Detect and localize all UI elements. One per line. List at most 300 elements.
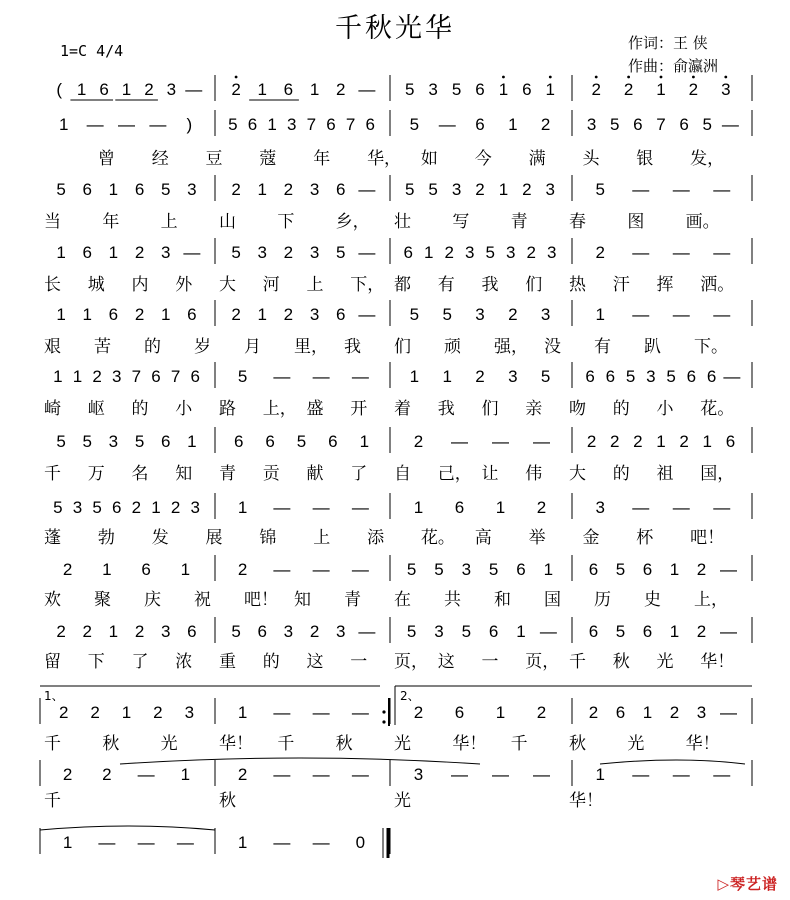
sustain-dash: —	[713, 765, 731, 784]
note: 6	[111, 498, 122, 517]
sustain-dash: —	[713, 243, 731, 262]
note: 2	[170, 498, 181, 517]
note: 6	[488, 622, 499, 641]
lyric-syllable: 光	[656, 652, 674, 672]
note: 6	[605, 367, 616, 386]
lyric-syllable: 苦	[94, 337, 111, 357]
lyric-syllable: 吧！	[244, 590, 278, 610]
note: 5	[409, 115, 420, 134]
sustain-dash: —	[720, 560, 737, 579]
lyric-syllable: 热	[569, 275, 586, 295]
note: 3	[465, 243, 475, 262]
lyric-syllable: 山	[219, 212, 236, 232]
note: 2	[90, 703, 100, 722]
note: 6	[642, 622, 653, 641]
sustain-dash: —	[358, 80, 376, 99]
note: 6	[283, 80, 294, 99]
note: 5	[406, 622, 417, 641]
lyric-syllable: 千	[44, 464, 61, 484]
lyric-syllable: 乡，	[335, 212, 370, 232]
lyric-syllable: 外	[175, 275, 193, 295]
note: 1	[595, 765, 605, 784]
lyric-syllable: 页，	[394, 652, 428, 672]
note: 2	[679, 432, 689, 451]
note: 6	[190, 367, 200, 386]
long-tie	[120, 758, 480, 764]
sustain-dash: —	[539, 622, 557, 641]
site-watermark	[717, 873, 778, 894]
note: 6	[108, 305, 119, 324]
lyric-syllable: 有	[437, 275, 455, 295]
sustain-dash: —	[358, 622, 376, 641]
sustain-dash: —	[672, 498, 690, 517]
note: 1	[180, 560, 191, 579]
note: 1	[237, 498, 248, 517]
note: 5	[540, 367, 551, 386]
long-tie	[600, 760, 745, 764]
lyric-syllable: 贡	[262, 464, 280, 484]
note: 1	[498, 180, 509, 199]
lyric-syllable: 大	[219, 275, 236, 295]
lyric-syllable: 城	[87, 275, 105, 295]
note: 3	[72, 498, 83, 517]
note: 5	[56, 432, 66, 451]
note: 2	[696, 622, 707, 641]
note: 2	[526, 243, 536, 262]
note: 1	[62, 833, 73, 852]
note: 2	[58, 703, 69, 722]
sustain-dash: —	[358, 243, 376, 262]
sustain-dash: —	[533, 765, 550, 784]
lyric-syllable: 都	[394, 275, 411, 295]
lyric-syllable: 曾	[97, 149, 115, 169]
sustain-dash: —	[312, 498, 330, 517]
lyric-syllable: 了	[350, 464, 368, 484]
lyric-syllable: 华！	[452, 734, 487, 754]
sustain-dash: —	[632, 243, 650, 262]
sustain-dash: —	[312, 367, 330, 386]
note: 2	[309, 622, 320, 641]
sustain-dash: —	[86, 115, 104, 134]
lyric-syllable: 的	[262, 652, 280, 672]
lyric-syllable: 名	[131, 464, 149, 484]
note: 3	[461, 560, 472, 579]
lyric-syllable: 上	[160, 212, 178, 232]
lyric-syllable: 河	[262, 275, 280, 295]
note: 5	[461, 622, 472, 641]
sustain-dash: —	[492, 432, 509, 451]
octave-dot	[549, 76, 552, 79]
note: 2	[283, 305, 294, 324]
lyric-syllable: 趴	[644, 337, 661, 357]
lyric-syllable: 这	[437, 652, 455, 672]
key-signature: 1=C 4/4	[60, 42, 124, 60]
note: 5	[702, 115, 713, 134]
note: 6	[475, 80, 485, 99]
lyric-syllable: 的	[131, 399, 149, 419]
lyric-syllable: 自	[394, 464, 411, 484]
note: 2	[536, 703, 547, 722]
note: 6	[403, 243, 413, 262]
note: 3	[187, 180, 197, 199]
note: 5	[625, 367, 636, 386]
lyric-syllable: 光	[394, 791, 411, 811]
lyric-syllable: 的	[612, 464, 630, 484]
note: 3	[166, 80, 177, 99]
lyric-syllable: 献	[306, 464, 324, 484]
note: 1	[102, 560, 112, 579]
note: 2	[522, 180, 532, 199]
sustain-dash: —	[632, 305, 650, 324]
note: 6	[516, 560, 526, 579]
lyric-syllable: 如	[420, 149, 438, 169]
lyric-syllable: 月	[244, 337, 261, 357]
lyric-syllable: 共	[444, 590, 461, 610]
sustain-dash: —	[438, 115, 456, 134]
note: 1	[237, 833, 248, 852]
sustain-dash: —	[672, 180, 690, 199]
note: 2	[134, 622, 145, 641]
lyric-syllable: 年	[313, 149, 331, 169]
note: 3	[545, 180, 556, 199]
lyric-syllable: 顽	[444, 337, 461, 357]
lyric-syllable: 下，	[350, 275, 385, 295]
note: 5	[53, 498, 63, 517]
note: 1	[257, 180, 267, 199]
lyric-syllable: 内	[131, 275, 149, 295]
note: 2	[62, 765, 73, 784]
note: 2	[588, 703, 599, 722]
note: 7	[131, 367, 142, 386]
note: 1	[508, 115, 518, 134]
lyric-syllable: 画。	[685, 212, 720, 232]
note: 5	[442, 305, 452, 324]
note: 5	[82, 432, 92, 451]
lyric-syllable: 和	[494, 590, 511, 610]
long-tie	[40, 826, 215, 830]
note: 2	[595, 243, 605, 262]
lyric-syllable: 秋	[569, 734, 586, 754]
note: 2	[669, 703, 680, 722]
note: 3	[184, 703, 195, 722]
note: 2	[237, 765, 248, 784]
note: 6	[454, 703, 465, 722]
note: 6	[134, 180, 145, 199]
note: 1	[76, 80, 87, 99]
note: 1	[543, 560, 554, 579]
note: 1	[58, 115, 69, 134]
note: 3	[586, 115, 597, 134]
note: 6	[588, 622, 599, 641]
lyric-syllable: 光	[394, 734, 411, 754]
note: 6	[588, 560, 599, 579]
lyric-syllable: 万	[87, 464, 105, 484]
lyric-syllable: 国，	[700, 464, 735, 484]
sustain-dash: —	[183, 243, 201, 262]
lyric-syllable: 开	[350, 399, 368, 419]
note: 3	[309, 180, 320, 199]
note: 3	[506, 243, 516, 262]
lyric-syllable: 我	[481, 275, 499, 295]
lyric-syllable: 锦	[259, 528, 277, 548]
lyric-syllable: 上，	[262, 399, 297, 419]
sustain-dash: —	[723, 367, 741, 386]
note: 6	[326, 115, 336, 134]
sustain-dash: —	[358, 305, 376, 324]
note: 1	[498, 80, 509, 99]
note: 6	[82, 243, 92, 262]
lyric-syllable: 花。	[420, 528, 455, 548]
note: 1	[595, 305, 605, 324]
note: 1	[108, 243, 119, 262]
lyric-syllable: 春	[569, 212, 586, 232]
lyric-syllable: 发，	[690, 149, 725, 169]
lyric-syllable: 下	[87, 652, 105, 672]
note: 2	[134, 305, 145, 324]
intro-bracket: (	[56, 80, 63, 99]
note: 5	[237, 367, 248, 386]
lyric-syllable: 祝	[194, 590, 211, 610]
sustain-dash: —	[713, 180, 731, 199]
note: 1	[656, 80, 666, 99]
sustain-dash: —	[351, 765, 369, 784]
lyric-syllable: 我	[344, 337, 361, 357]
note: 3	[309, 305, 320, 324]
lyric-syllable: 小	[656, 399, 674, 419]
sustain-dash: —	[176, 833, 194, 852]
lyric-syllable: 高	[474, 528, 492, 548]
note: 1	[187, 432, 197, 451]
note: 1	[409, 367, 420, 386]
lyric-syllable: 千	[569, 652, 586, 672]
lyric-syllable: 的	[612, 399, 630, 419]
note: 2	[237, 560, 248, 579]
note: 1	[72, 367, 83, 386]
note: 6	[706, 367, 717, 386]
sustain-dash: —	[451, 765, 468, 784]
note: 1	[642, 703, 653, 722]
lyric-syllable: 在	[394, 590, 411, 610]
note: 6	[336, 180, 346, 199]
lyric-syllable: 千	[44, 734, 61, 754]
note: 6	[679, 115, 689, 134]
lyric-syllable: 有	[594, 337, 611, 357]
note: 5	[228, 115, 238, 134]
sustain-dash: —	[118, 115, 135, 134]
note: 6	[633, 115, 643, 134]
note: 3	[646, 367, 656, 386]
note: 1	[702, 432, 713, 451]
lyric-syllable: 蓬	[44, 528, 61, 548]
note: 5	[134, 432, 145, 451]
lyric-syllable: 展	[205, 528, 223, 548]
lyric-syllable: 留	[44, 652, 61, 672]
note: 1	[82, 305, 92, 324]
note: 6	[585, 367, 595, 386]
song-title: 千秋光华	[335, 13, 455, 44]
sustain-dash: —	[721, 115, 739, 134]
note: 5	[595, 180, 605, 199]
note: 1	[257, 305, 267, 324]
sustain-dash: —	[632, 765, 650, 784]
sustain-dash: —	[137, 765, 155, 784]
note: 3	[451, 180, 462, 199]
note: 1	[108, 622, 119, 641]
note: 5	[615, 560, 626, 579]
lyric-syllable: 崎	[44, 399, 61, 419]
sustain-dash: —	[273, 498, 291, 517]
sustain-dash: —	[492, 765, 509, 784]
sustain-dash: —	[720, 622, 737, 641]
lyric-syllable: 秋	[219, 791, 236, 811]
lyric-syllable: 头	[582, 149, 600, 169]
lyric-syllable: 大	[569, 464, 586, 484]
note: 5	[296, 432, 307, 451]
note: 3	[283, 622, 294, 641]
note: 0	[355, 833, 366, 852]
lyric-syllable: 经	[151, 149, 169, 169]
note: 3	[547, 243, 557, 262]
octave-dot	[627, 76, 630, 79]
lyric-syllable: 千	[277, 734, 295, 754]
lyric-syllable: 没	[544, 337, 561, 357]
note: 1	[180, 765, 191, 784]
note: 2	[444, 243, 454, 262]
lyric-syllable: 挥	[656, 275, 674, 295]
lyric-syllable: 国	[544, 590, 561, 610]
lyric-syllable: 一	[350, 652, 368, 672]
note: 2	[336, 80, 346, 99]
note: 2	[153, 703, 163, 722]
watermark-logo-icon: ▷	[717, 875, 730, 893]
note: 1	[257, 80, 267, 99]
note: 5	[92, 498, 102, 517]
lyric-syllable: 金	[582, 528, 600, 548]
lyric-syllable: 千	[510, 734, 528, 754]
watermark-text: 琴艺谱	[729, 875, 778, 893]
note: 5	[428, 180, 438, 199]
note: 1	[121, 703, 132, 722]
volta-two-label: 2、	[400, 689, 420, 703]
lyric-syllable: 发	[151, 528, 169, 548]
volta-one-label: 1、	[44, 689, 64, 703]
sustain-dash: —	[98, 833, 116, 852]
sustain-dash: —	[351, 560, 369, 579]
lyricist-credit: 作词：王 侠	[628, 34, 708, 52]
note: 5	[488, 560, 499, 579]
note: 2	[131, 498, 142, 517]
note: 2	[413, 703, 424, 722]
note: 1	[161, 305, 171, 324]
note: 7	[170, 367, 181, 386]
repeat-dot	[382, 710, 385, 713]
lyric-syllable: 青	[344, 590, 361, 610]
lyric-syllable: 上，	[694, 590, 728, 610]
note: 5	[336, 243, 346, 262]
lyric-syllable: 欢	[44, 590, 61, 610]
note: 6	[725, 432, 736, 451]
lyric-syllable: 让	[481, 464, 499, 484]
lyric-syllable: 一	[481, 652, 499, 672]
note: 6	[82, 180, 92, 199]
note: 5	[615, 622, 626, 641]
note: 5	[56, 180, 66, 199]
octave-dot	[692, 76, 695, 79]
sustain-dash: —	[632, 180, 650, 199]
note: 1	[442, 367, 452, 386]
lyric-syllable: 杯	[636, 528, 654, 548]
note: 3	[434, 622, 444, 641]
lyric-syllable: 路	[219, 399, 236, 419]
note: 1	[495, 498, 506, 517]
note: 3	[108, 432, 119, 451]
sustain-dash: —	[351, 498, 369, 517]
sustain-dash: —	[273, 703, 291, 722]
note: 3	[540, 305, 551, 324]
note: 3	[428, 80, 438, 99]
lyric-syllable: 里，	[294, 337, 328, 357]
lyric-syllable: 下。	[694, 337, 728, 357]
sustain-dash: —	[273, 833, 291, 852]
note: 1	[424, 243, 434, 262]
lyric-syllable: 千	[44, 791, 61, 811]
note: 6	[265, 432, 275, 451]
note: 1	[121, 80, 132, 99]
lyric-syllable: 浓	[175, 652, 193, 672]
lyric-syllable: 亲	[525, 399, 543, 419]
note: 3	[696, 703, 707, 722]
sustain-dash: —	[632, 498, 650, 517]
sustain-dash: —	[273, 560, 291, 579]
lyric-syllable: 史	[644, 590, 661, 610]
lyric-syllable: 我	[437, 399, 455, 419]
lyric-syllable: 重	[219, 652, 236, 672]
lyric-syllable: 满	[528, 149, 546, 169]
note: 3	[595, 498, 605, 517]
lyric-syllable: 秋	[335, 734, 353, 754]
sustain-dash: —	[185, 80, 203, 99]
note: 7	[345, 115, 356, 134]
note: 2	[688, 80, 699, 99]
sustain-dash: —	[312, 833, 330, 852]
sustain-dash: —	[312, 703, 330, 722]
lyric-syllable: 页，	[525, 652, 560, 672]
note: 3	[257, 243, 267, 262]
note: 5	[404, 180, 415, 199]
note: 1	[309, 80, 320, 99]
lyric-syllable: 吧！	[690, 528, 725, 548]
sustain-dash: —	[672, 765, 690, 784]
note: 2	[231, 305, 241, 324]
lyric-syllable: 岖	[87, 399, 105, 419]
lyric-syllable: 勃	[97, 528, 115, 548]
note: 7	[306, 115, 317, 134]
note: 3	[190, 498, 200, 517]
note: 6	[522, 80, 532, 99]
note: 2	[623, 80, 634, 99]
note: 1	[413, 498, 424, 517]
note: 3	[475, 305, 485, 324]
lyric-syllable: 长	[44, 275, 61, 295]
note: 6	[642, 560, 653, 579]
lyric-syllable: 添	[367, 528, 385, 548]
lyric-syllable: 华！	[569, 791, 603, 811]
note: 2	[134, 243, 145, 262]
lyric-syllable: 庆	[144, 590, 161, 610]
lyric-syllable: 年	[102, 212, 120, 232]
lyric-syllable: 秋	[612, 652, 630, 672]
octave-dot	[660, 76, 663, 79]
